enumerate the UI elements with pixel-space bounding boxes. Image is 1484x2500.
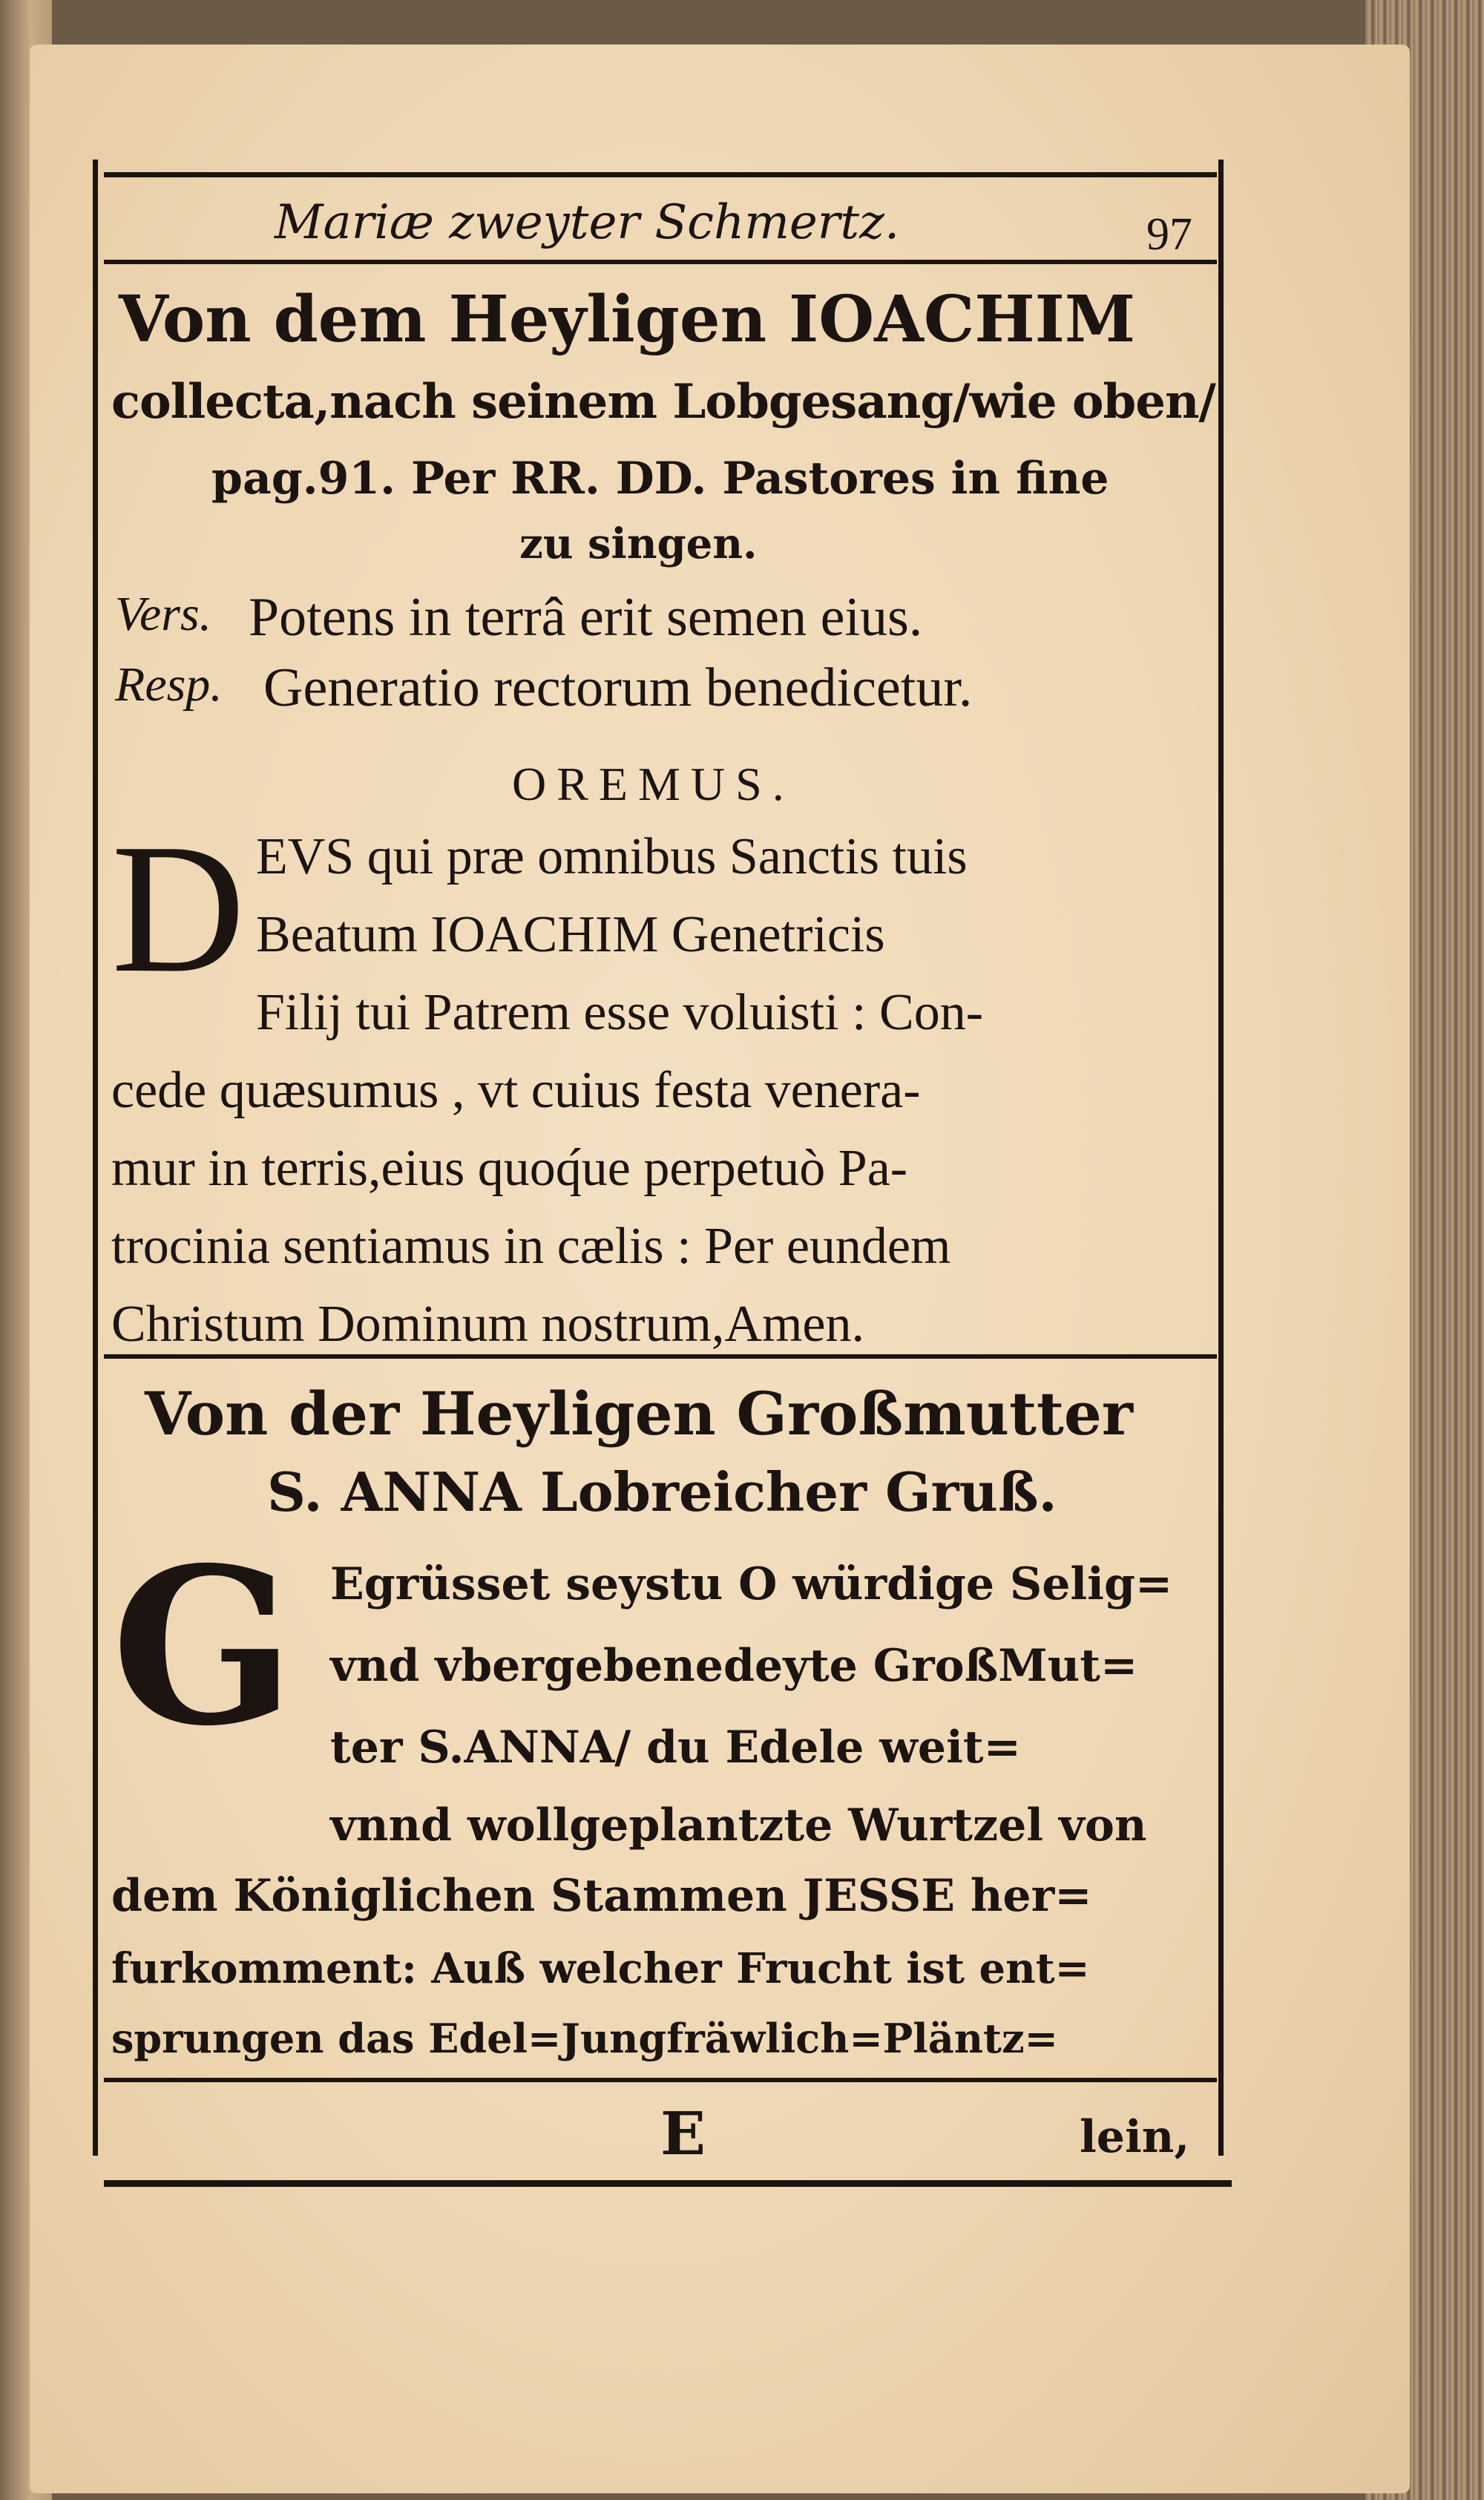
salutation-line-5: dem Königlichen Stammen JESSE her=	[111, 1870, 1092, 1922]
section1-intro-line-2: pag.91. Per RR. DD. Pastores in fine	[211, 453, 1109, 505]
prayer-line-7: Christum Dominum nostrum,Amen.	[111, 1296, 864, 1353]
section1-title: Von dem Heyligen IOACHIM	[119, 282, 1136, 357]
dropcap-d: D	[111, 806, 246, 1011]
salutation-line-2: vnd vbergebenedeyte GroßMut=	[330, 1640, 1138, 1692]
salutation-line-6: furkomment: Auß welcher Frucht ist ent=	[111, 1944, 1090, 1993]
prayer-line-3: Filij tui Patrem esse voluisti : Con-	[256, 984, 983, 1041]
page-number: 97	[1146, 209, 1192, 260]
oremus-heading: OREMUS.	[512, 758, 795, 810]
salutation-line-1: Egrüsset seystu O würdige Selig=	[330, 1558, 1173, 1610]
response-text: Generatio rectorum benedicetur.	[263, 657, 973, 718]
bottom-text-rule	[104, 2078, 1217, 2082]
section2-title-line-1: Von der Heyligen Großmutter	[145, 1379, 1133, 1449]
prayer-line-1: EVS qui præ omnibus Sanctis tuis	[256, 828, 968, 885]
prayer-line-4: cede quæsumus , vt cuius festa venera-	[111, 1062, 921, 1119]
section2-title-line-2: S. ANNA Lobreicher Gruß.	[267, 1460, 1057, 1523]
section1-intro-line-1: collecta,nach seinem Lobgesang/wie oben/	[111, 374, 1215, 430]
dropcap-g: G	[111, 1521, 295, 1774]
signature-mark: E	[660, 2099, 706, 2168]
versicle-text: Potens in terrâ erit semen eius.	[249, 587, 923, 648]
salutation-line-4: vnnd wollgeplantzte Wurtzel von	[330, 1799, 1147, 1851]
response-label: Resp.	[115, 657, 223, 712]
prayer-line-2: Beatum IOACHIM Genetricis	[256, 906, 885, 963]
running-title: Mariæ zweyter Schmertz.	[275, 195, 900, 250]
prayer-line-6: trocinia sentiamus in cælis : Per eundem	[111, 1218, 951, 1275]
versicle-label: Vers.	[115, 587, 212, 641]
salutation-line-7: sprungen das Edel=Jungfräwlich=Pläntz=	[111, 2015, 1058, 2062]
section-divider	[104, 1354, 1217, 1359]
catchword: lein,	[1080, 2111, 1190, 2163]
bottom-frame-rule	[104, 2180, 1232, 2187]
top-rule	[104, 172, 1217, 177]
header-rule	[104, 260, 1217, 264]
prayer-line-5: mur in terris,eius quoq́ue perpetuò Pa-	[111, 1140, 908, 1197]
salutation-line-3: ter S.ANNA/ du Edele weit=	[330, 1722, 1021, 1774]
section1-intro-line-3: zu singen.	[519, 519, 758, 568]
